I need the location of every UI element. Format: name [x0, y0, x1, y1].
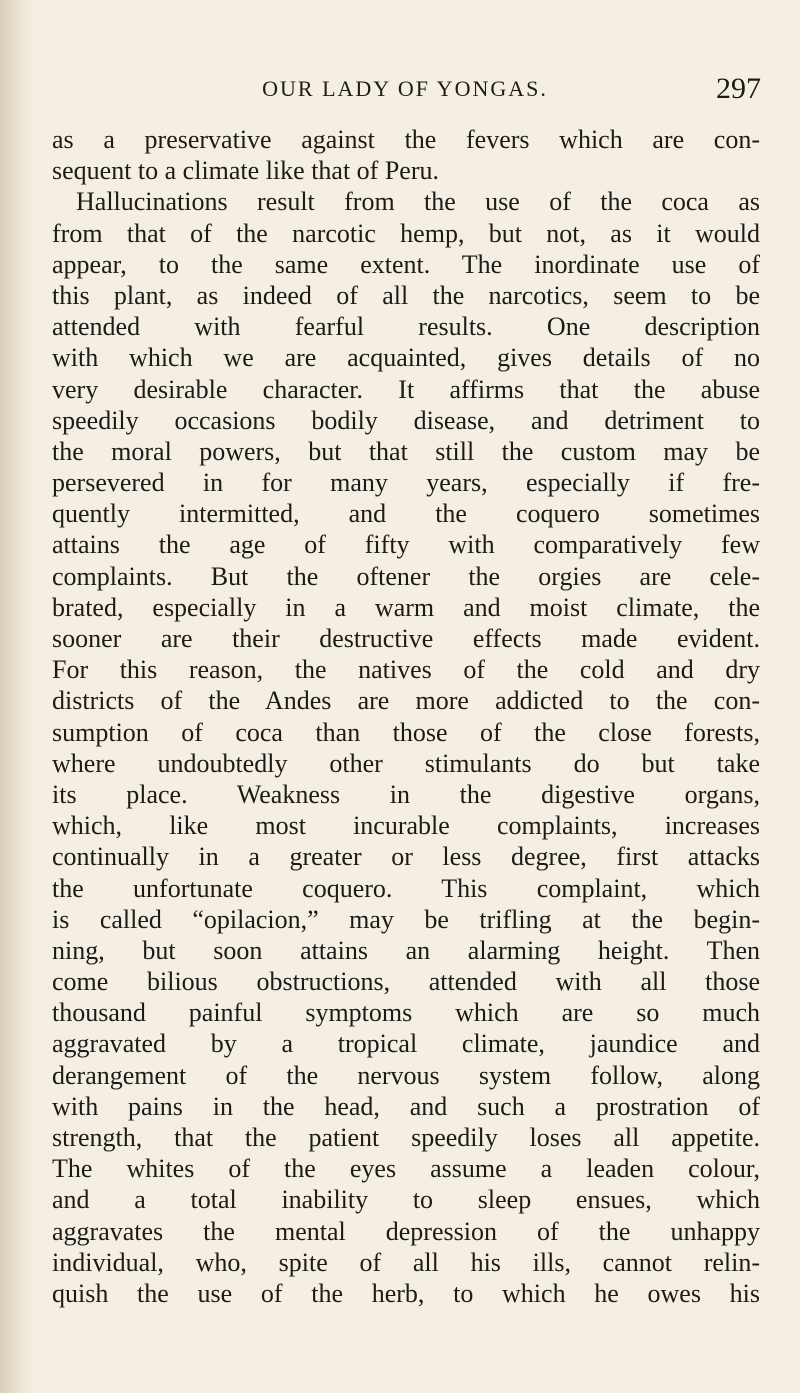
- text-line: ning, but soon attains an alarming height. Then: [52, 935, 760, 965]
- page-number: 297: [716, 72, 761, 105]
- text-line: aggravated by a tropical climate, jaundice and: [52, 1029, 760, 1059]
- text-line: persevered in for many years, especially if fre-: [52, 468, 760, 498]
- text-line: The whites of the eyes assume a leaden colour,: [52, 1154, 760, 1184]
- text-line: as a preservative against the fevers which are con-: [52, 125, 760, 154]
- text-line: individual, who, spite of all his ills, cannot relin-: [52, 1247, 760, 1277]
- text-line: attains the age of fifty with comparatively few: [52, 530, 760, 560]
- text-line: from that of the narcotic hemp, but not, as it would: [52, 218, 760, 248]
- text-line: sooner are their destructive effects made evident.: [52, 624, 760, 653]
- text-line: aggravates the mental depression of the unhappy: [52, 1216, 760, 1246]
- text-line: districts of the Andes are more addicted to the con-: [52, 686, 760, 716]
- running-head: [49, 72, 761, 110]
- text-line: where undoubtedly other stimulants do but take: [52, 748, 760, 778]
- text-line: quish the use of the herb, to which he owes his: [52, 1278, 760, 1308]
- text-line: complaints. But the oftener the orgies are cele-: [52, 561, 760, 591]
- text-line: its place. Weakness in the digestive organs,: [52, 779, 760, 809]
- text-line: very desirable character. It affirms that the abuse: [52, 374, 760, 404]
- text-line: sequent to a climate like that of Peru.: [52, 156, 439, 186]
- text-line: this plant, as indeed of all the narcotics, seem to be: [52, 280, 760, 310]
- text-line: speedily occasions bodily disease, and detriment to: [52, 405, 760, 435]
- book-page: [49, 0, 761, 1393]
- text-line: and a total inability to sleep ensues, which: [52, 1185, 760, 1215]
- text-line: is called “opilacion,” may be trifling at the begin-: [52, 904, 760, 934]
- text-line: brated, especially in a warm and moist climate, the: [52, 592, 760, 622]
- text-line: with pains in the head, and such a prostration of: [52, 1091, 760, 1121]
- text-line: For this reason, the natives of the cold and dry: [52, 655, 760, 685]
- text-line: which, like most incurable complaints, increases: [52, 811, 760, 841]
- body-text: [52, 124, 760, 1309]
- text-line: attended with fearful results. One description: [52, 312, 760, 342]
- text-line: the moral powers, but that still the custom may be: [52, 436, 760, 466]
- paragraph-first-line: Hallucinations result from the use of the coca as: [76, 187, 760, 217]
- text-line: strength, that the patient speedily loses all appetite.: [52, 1123, 760, 1152]
- running-title: OUR LADY OF YONGAS.: [262, 76, 548, 101]
- text-line: appear, to the same extent. The inordinate use of: [52, 249, 760, 279]
- text-line: come bilious obstructions, attended with all those: [52, 967, 760, 997]
- text-line: continually in a greater or less degree, first attacks: [52, 842, 760, 872]
- binding-shadow: [0, 0, 34, 1393]
- text-line: the unfortunate coquero. This complaint, which: [52, 873, 760, 903]
- text-line: quently intermitted, and the coquero sometimes: [52, 499, 760, 529]
- text-line: sumption of coca than those of the close forests,: [52, 717, 760, 747]
- text-line: thousand painful symptoms which are so much: [52, 998, 760, 1028]
- text-line: with which we are acquainted, gives details of no: [52, 343, 760, 373]
- text-line: derangement of the nervous system follow, along: [52, 1060, 760, 1090]
